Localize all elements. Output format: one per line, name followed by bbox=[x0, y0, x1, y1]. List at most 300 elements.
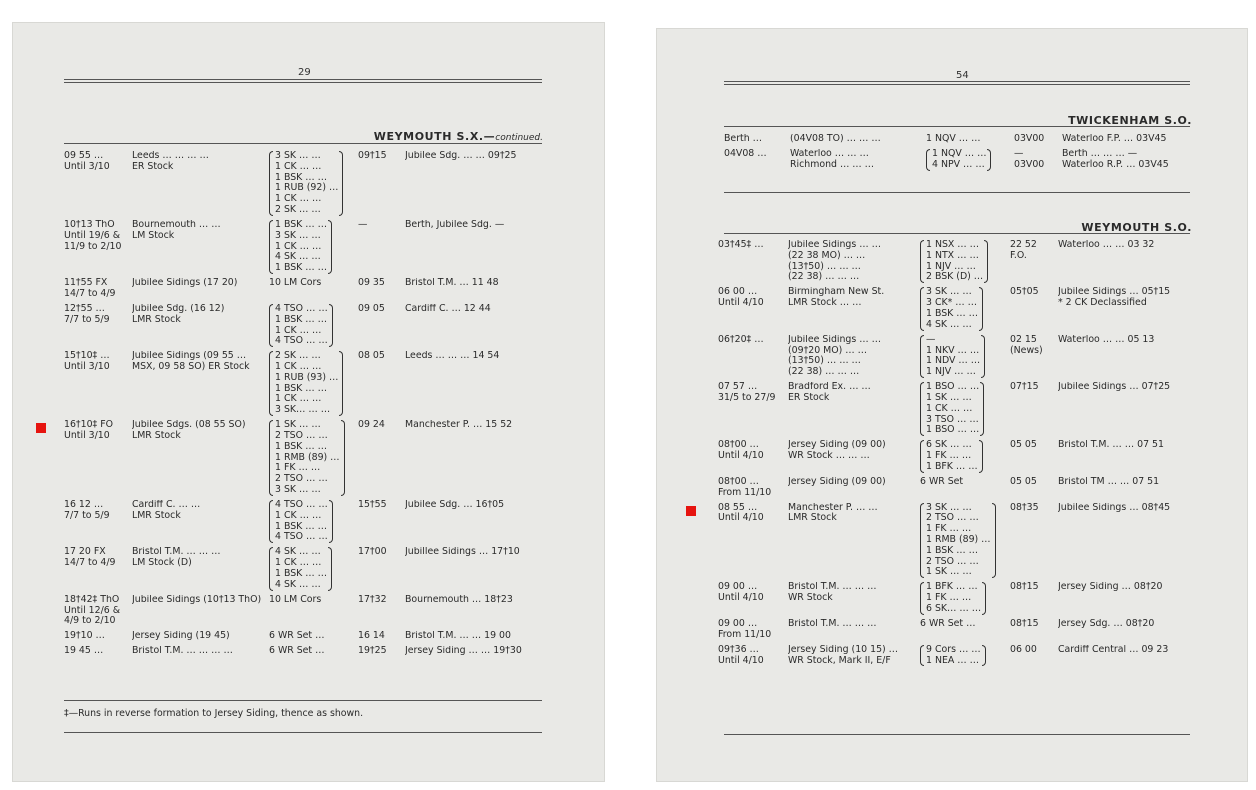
stock-cell-line: 6 WR Set … bbox=[269, 631, 325, 642]
from-cell bbox=[790, 149, 926, 171]
stock-cell-line: 3 SK … … bbox=[926, 502, 972, 513]
destination-cell bbox=[405, 304, 545, 315]
stock-cell-line: 1 NSX … … bbox=[926, 240, 980, 250]
depart-cell bbox=[358, 631, 405, 642]
from-cell-line: Bristol T.M. … … … bbox=[132, 547, 221, 558]
stock-cell-line: 1 SK … … bbox=[926, 391, 972, 403]
depart-cell-line: 08†15 bbox=[1010, 582, 1039, 593]
stock-cell bbox=[926, 134, 1014, 145]
depart-cell-line: 09 05 bbox=[358, 303, 385, 314]
from-cell bbox=[788, 582, 920, 604]
depart-cell bbox=[1010, 477, 1058, 488]
table-row bbox=[64, 351, 545, 416]
time-cell-line: 17 20 FX bbox=[64, 547, 106, 558]
stock-cell-line: 1 CK … … bbox=[275, 160, 322, 172]
time-cell-line: From 11/10 bbox=[718, 628, 772, 640]
bracket-left bbox=[269, 220, 273, 274]
section-end-rule bbox=[724, 192, 1190, 193]
destination-cell bbox=[1058, 335, 1190, 346]
bracket-left bbox=[920, 440, 924, 472]
stock-cell-line: 1 BSK … … bbox=[275, 520, 328, 532]
footnote-rule bbox=[64, 700, 542, 701]
stock-cell bbox=[920, 503, 1010, 579]
table-row bbox=[724, 149, 1192, 171]
from-cell bbox=[788, 240, 920, 283]
destination-cell-line: Jubilee Sidings … 07†25 bbox=[1058, 382, 1171, 393]
stock-cell-line: 3 SK … … bbox=[275, 484, 321, 496]
footnote: ‡—Runs in reverse formation to Jersey Siding, thence as shown. bbox=[64, 708, 364, 719]
bracket-right bbox=[992, 503, 996, 579]
stock-cell-line: 1 SK … … bbox=[275, 420, 321, 431]
section-title-twickenham: TWICKENHAM S.O. bbox=[1068, 114, 1192, 127]
time-cell bbox=[718, 240, 788, 251]
stock-cell-line: 2 SK … … bbox=[275, 351, 321, 362]
from-cell-line: Jubilee Sidings … … bbox=[788, 334, 881, 345]
timetable-rows bbox=[64, 151, 545, 661]
time-cell-line: Berth … bbox=[724, 134, 763, 144]
bracket-left bbox=[920, 382, 924, 436]
bracket-right bbox=[329, 500, 333, 543]
time-cell-line: Until 3/10 bbox=[64, 160, 110, 172]
bracket-right bbox=[329, 304, 333, 347]
destination-cell bbox=[405, 151, 545, 162]
time-cell bbox=[64, 547, 132, 569]
time-cell-line: 19†10 … bbox=[64, 631, 105, 642]
time-cell-line: 08†00 … bbox=[718, 440, 759, 451]
bracket-left bbox=[269, 151, 273, 216]
destination-cell bbox=[405, 631, 545, 642]
from-cell bbox=[132, 220, 269, 242]
table-row bbox=[718, 477, 1190, 499]
bracket-left bbox=[269, 547, 273, 590]
destination-cell bbox=[1058, 382, 1190, 393]
from-cell-line: Bradford Ex. … … bbox=[788, 382, 871, 393]
destination-cell bbox=[1058, 582, 1190, 593]
destination-cell bbox=[405, 595, 545, 606]
time-cell-line: 16 12 … bbox=[64, 500, 104, 511]
stock-cell bbox=[920, 645, 1010, 667]
time-cell-line: 03†45‡ … bbox=[718, 240, 764, 250]
destination-cell bbox=[1058, 240, 1190, 251]
from-cell-line: Jersey Siding (10 15) … bbox=[788, 644, 899, 655]
table-row bbox=[64, 151, 545, 216]
destination-cell bbox=[405, 351, 545, 362]
from-cell-line: Jersey Siding (19 45) bbox=[132, 631, 230, 642]
destination-cell-line: Bristol T.M. … … 19 00 bbox=[405, 631, 511, 642]
section-title-text: WEYMOUTH S.X.— bbox=[373, 130, 496, 143]
from-cell-line: Jubilee Sdgs. (08 55 SO) bbox=[132, 420, 246, 431]
stock-cell bbox=[920, 335, 1010, 378]
table-row bbox=[718, 619, 1190, 641]
depart-cell bbox=[1010, 382, 1058, 393]
destination-cell bbox=[1062, 149, 1192, 171]
stock-cell-line: 1 RUB (93) … bbox=[275, 371, 339, 383]
right-page bbox=[656, 28, 1248, 782]
section-rule bbox=[724, 233, 1190, 234]
depart-cell-line: 03V00 bbox=[1014, 134, 1045, 144]
stock-cell-line: 6 SK… … … bbox=[926, 603, 982, 615]
time-cell bbox=[718, 335, 788, 346]
depart-cell-line: — bbox=[1014, 148, 1024, 159]
stock-cell-line: 1 BSK … … bbox=[275, 313, 328, 325]
table-row bbox=[718, 503, 1190, 579]
section-title-weymouth: WEYMOUTH S.O. bbox=[1081, 221, 1192, 234]
stock-cell-line: 1 BSK … … bbox=[926, 544, 979, 556]
time-cell-line: Until 4/10 bbox=[718, 297, 764, 309]
section-rule bbox=[64, 143, 542, 144]
table-row bbox=[64, 500, 545, 543]
destination-cell-line: Leeds … … … 14 54 bbox=[405, 351, 500, 362]
from-cell-line: Bristol T.M. … … … bbox=[788, 619, 877, 629]
stock-cell-line: 2 TSO … … bbox=[275, 430, 328, 442]
time-cell-line: 12†55 … bbox=[64, 303, 105, 314]
depart-cell-line: 07†15 bbox=[1010, 382, 1039, 393]
depart-cell-line: 15†55 bbox=[358, 500, 387, 511]
bracket-right bbox=[987, 149, 991, 171]
stock-cell bbox=[269, 420, 358, 496]
time-cell-line: 04V08 … bbox=[724, 148, 767, 159]
bracket-left bbox=[920, 287, 924, 330]
stock-cell-line: 4 SK … … bbox=[275, 578, 321, 590]
stock-cell bbox=[269, 646, 358, 657]
from-cell-line: (22 38 MO) … … bbox=[788, 249, 866, 261]
depart-cell bbox=[358, 500, 405, 511]
stock-cell-line: 1 NJV … … bbox=[926, 260, 976, 272]
stock-cell-line: 4 TSO … … bbox=[275, 531, 328, 543]
from-cell bbox=[132, 547, 269, 569]
stock-cell-line: 3 SK… … … bbox=[275, 404, 331, 416]
from-cell-line: Waterloo … … … bbox=[790, 148, 869, 159]
destination-cell bbox=[1058, 503, 1190, 514]
from-cell-line: WR Stock, Mark II, E/F bbox=[788, 654, 891, 666]
depart-cell-line: 08†15 bbox=[1010, 619, 1039, 629]
from-cell bbox=[132, 595, 269, 606]
depart-cell-line: 09 35 bbox=[358, 278, 385, 289]
time-cell-line: 06 00 … bbox=[718, 287, 758, 298]
stock-cell-line: 6 WR Set … bbox=[920, 619, 976, 629]
table-row bbox=[718, 645, 1190, 667]
destination-cell bbox=[405, 500, 545, 511]
stock-cell bbox=[269, 631, 358, 642]
depart-cell-line: 16 14 bbox=[358, 631, 385, 642]
from-cell-line: LM Stock bbox=[132, 229, 175, 241]
from-cell-line: Bristol T.M. … … … … bbox=[132, 646, 233, 657]
destination-cell bbox=[1058, 619, 1190, 630]
stock-cell-line: 1 CK … … bbox=[275, 240, 322, 252]
stock-cell-line: 3 CK* … … bbox=[926, 297, 978, 309]
left-page bbox=[12, 22, 605, 782]
depart-cell bbox=[358, 351, 405, 362]
table-row bbox=[64, 278, 545, 300]
from-cell-line: Jersey Siding (09 00) bbox=[788, 476, 886, 487]
time-cell bbox=[64, 220, 132, 252]
destination-cell bbox=[405, 547, 545, 558]
stock-cell bbox=[920, 287, 1010, 330]
stock-cell-line: 1 BSK … … bbox=[275, 262, 328, 274]
stock-cell bbox=[269, 595, 358, 606]
destination-cell bbox=[1058, 477, 1190, 488]
stock-cell-line: — bbox=[926, 334, 936, 345]
destination-cell-line: Jersey Siding … … 19†30 bbox=[405, 646, 522, 657]
depart-cell bbox=[358, 151, 405, 162]
time-cell-line: 08†00 … bbox=[718, 476, 759, 487]
depart-cell bbox=[358, 595, 405, 606]
stock-cell-line: 10 LM Cors bbox=[269, 278, 322, 289]
stock-cell bbox=[920, 619, 1010, 630]
stock-cell-line: 4 TSO … … bbox=[275, 500, 328, 511]
time-cell-line: 06†20‡ … bbox=[718, 334, 764, 345]
from-cell bbox=[790, 134, 926, 145]
depart-cell bbox=[1010, 582, 1058, 593]
stock-cell-line: 6 WR Set … bbox=[269, 646, 325, 657]
stock-cell-line: 1 RMB (89) … bbox=[926, 534, 991, 546]
depart-cell bbox=[358, 420, 405, 431]
destination-cell-line: Waterloo R.P. … 03V45 bbox=[1062, 158, 1169, 170]
stock-cell bbox=[920, 240, 1010, 283]
stock-cell bbox=[926, 149, 1014, 171]
destination-cell-line: Jubilee Sidings … 05†15 bbox=[1058, 287, 1171, 298]
time-cell-line: 09 00 … bbox=[718, 582, 758, 593]
destination-cell-line: Bristol TM … … 07 51 bbox=[1058, 476, 1160, 487]
destination-cell bbox=[1058, 287, 1190, 309]
from-cell bbox=[788, 503, 920, 525]
destination-cell-line: Bournemouth … 18†23 bbox=[405, 594, 513, 605]
stock-cell-line: 4 SK … … bbox=[926, 318, 972, 330]
bracket-left bbox=[920, 240, 924, 283]
stock-cell-line: 1 RMB (89) … bbox=[275, 451, 340, 463]
timetable-rows-weymouth bbox=[718, 240, 1190, 671]
table-row bbox=[64, 595, 545, 627]
from-cell bbox=[788, 335, 920, 378]
depart-cell-line: 05 05 bbox=[1010, 476, 1037, 487]
depart-cell bbox=[1010, 335, 1058, 357]
depart-cell-line: 05 05 bbox=[1010, 440, 1037, 451]
time-cell-line: 09 55 … bbox=[64, 151, 104, 161]
stock-cell-line: 1 CK … … bbox=[275, 393, 322, 405]
bracket-left bbox=[269, 500, 273, 543]
bracket-right bbox=[979, 440, 983, 472]
stock-cell bbox=[269, 220, 358, 274]
page-number: 29 bbox=[298, 67, 311, 78]
from-cell-line: MSX, 09 58 SO) ER Stock bbox=[132, 361, 250, 373]
from-cell-line: Jubilee Sidings (09 55 … bbox=[132, 351, 247, 362]
stock-cell-line: 1 BFK … … bbox=[926, 582, 978, 593]
time-cell-line: 09 00 … bbox=[718, 619, 758, 629]
time-cell-line: Until 4/10 bbox=[718, 654, 764, 666]
time-cell-line: 31/5 to 27/9 bbox=[718, 391, 776, 403]
from-cell-line: Leeds … … … … bbox=[132, 151, 209, 161]
destination-cell-line: Jubillee Sidings … 17†10 bbox=[405, 547, 520, 558]
table-row bbox=[718, 582, 1190, 614]
stock-cell-line: 3 SK … … bbox=[275, 151, 321, 161]
time-cell-line: Until 4/10 bbox=[718, 592, 764, 604]
from-cell bbox=[132, 304, 269, 326]
time-cell-line: Until 3/10 bbox=[64, 361, 110, 373]
table-row bbox=[64, 304, 545, 347]
depart-cell bbox=[1010, 240, 1058, 262]
depart-cell bbox=[1010, 645, 1058, 656]
depart-cell-line: 22 52 bbox=[1010, 240, 1037, 250]
table-row bbox=[718, 335, 1190, 378]
stock-cell-line: 1 CK … … bbox=[926, 402, 973, 414]
depart-cell-line: (News) bbox=[1010, 344, 1043, 356]
destination-cell bbox=[1058, 645, 1190, 656]
stock-cell-line: 1 BSK … … bbox=[275, 440, 328, 452]
table-row bbox=[64, 646, 545, 657]
bottom-rule bbox=[64, 732, 542, 733]
time-cell bbox=[718, 287, 788, 309]
bracket-left bbox=[920, 335, 924, 378]
depart-cell-line: 06 00 bbox=[1010, 644, 1037, 655]
destination-cell-line: Waterloo F.P. … 03V45 bbox=[1062, 134, 1167, 144]
from-cell-line: (04V08 TO) … … … bbox=[790, 134, 881, 144]
from-cell-line: LMR Stock bbox=[132, 430, 181, 442]
stock-cell-line: 1 NDV … … bbox=[926, 355, 981, 367]
time-cell bbox=[718, 645, 788, 667]
time-cell bbox=[718, 582, 788, 604]
bracket-left bbox=[269, 304, 273, 347]
time-cell-line: 14/7 to 4/9 bbox=[64, 287, 116, 299]
from-cell-line: LMR Stock bbox=[788, 512, 837, 524]
bracket-left bbox=[920, 582, 924, 614]
time-cell bbox=[64, 304, 132, 326]
stock-cell-line: 1 NQV … … bbox=[926, 134, 981, 144]
stock-cell-line: 1 BSO … … bbox=[926, 424, 980, 436]
from-cell-line: Cardiff C. … … bbox=[132, 500, 201, 511]
depart-cell bbox=[358, 646, 405, 657]
from-cell-line: Jubilee Sidings (17 20) bbox=[132, 278, 238, 289]
time-cell bbox=[718, 503, 788, 525]
page-number: 54 bbox=[956, 70, 969, 81]
time-cell bbox=[718, 619, 788, 641]
bracket-left bbox=[920, 645, 924, 667]
destination-cell-line: Cardiff Central … 09 23 bbox=[1058, 644, 1169, 655]
time-cell-line: Until 19/6 & bbox=[64, 229, 121, 241]
stock-cell-line: 1 BFK … … bbox=[926, 460, 978, 472]
depart-cell-line: F.O. bbox=[1010, 249, 1027, 261]
time-cell bbox=[64, 420, 132, 442]
from-cell-line: WR Stock bbox=[788, 592, 833, 604]
stock-cell-line: 1 BSK … … bbox=[275, 219, 328, 230]
time-cell-line: Until 12/6 & bbox=[64, 604, 121, 616]
time-cell bbox=[64, 351, 132, 373]
table-row bbox=[718, 240, 1190, 283]
timetable-rows-twickenham bbox=[724, 134, 1192, 175]
bracket-right bbox=[980, 382, 984, 436]
stock-cell-line: 4 TSO … … bbox=[275, 335, 328, 347]
stock-cell-line: 3 TSO … … bbox=[926, 413, 979, 425]
stock-cell-line: 1 SK … … bbox=[926, 566, 972, 578]
bracket-left bbox=[269, 420, 273, 496]
time-cell bbox=[718, 477, 788, 499]
time-cell-line: 10†13 ThO bbox=[64, 219, 115, 230]
from-cell-line: (22 38) … … … bbox=[788, 271, 860, 283]
stock-cell-line: 3 SK … … bbox=[275, 229, 321, 241]
from-cell-line: ER Stock bbox=[788, 391, 830, 403]
stock-cell-line: 1 CK … … bbox=[275, 509, 322, 521]
from-cell bbox=[132, 646, 269, 657]
from-cell-line: Manchester P. … … bbox=[788, 502, 878, 513]
bracket-right bbox=[982, 645, 986, 667]
header-rule bbox=[724, 84, 1190, 85]
from-cell-line: LMR Stock … … bbox=[788, 297, 862, 309]
stock-cell-line: 6 SK … … bbox=[926, 440, 972, 451]
time-cell-line: 08 55 … bbox=[718, 502, 758, 513]
depart-cell bbox=[358, 547, 405, 558]
depart-cell-line: 09 24 bbox=[358, 420, 385, 431]
time-cell-line: 18†42‡ ThO bbox=[64, 594, 120, 605]
stock-cell-line: 1 NJV … … bbox=[926, 366, 976, 378]
destination-cell-line: Bristol T.M. … 11 48 bbox=[405, 278, 499, 289]
stock-cell-line: 1 BSK … … bbox=[275, 568, 328, 579]
depart-cell-line: 03V00 bbox=[1014, 158, 1045, 170]
depart-cell bbox=[358, 304, 405, 315]
depart-cell-line: 09†15 bbox=[358, 151, 387, 161]
time-cell bbox=[718, 382, 788, 404]
stock-cell bbox=[269, 500, 358, 543]
from-cell-line: LMR Stock bbox=[132, 509, 181, 521]
section-title bbox=[374, 130, 543, 143]
red-marker bbox=[686, 506, 696, 516]
bracket-right bbox=[981, 335, 985, 378]
stock-cell-line: 1 FK … … bbox=[926, 592, 972, 604]
from-cell-line: (13†50) … … … bbox=[788, 260, 861, 272]
stock-cell bbox=[920, 382, 1010, 436]
depart-cell-line: 19†25 bbox=[358, 646, 387, 657]
from-cell-line: Jubilee Sdg. (16 12) bbox=[132, 303, 225, 314]
stock-cell-line: 10 LM Cors bbox=[269, 594, 322, 605]
stock-cell-line: 1 NQV … … bbox=[932, 148, 987, 159]
bracket-right bbox=[339, 151, 343, 216]
stock-cell bbox=[920, 440, 1010, 472]
stock-cell-line: 9 Cors … … bbox=[926, 644, 981, 655]
depart-cell-line: 17†32 bbox=[358, 594, 387, 605]
stock-cell bbox=[920, 477, 1010, 488]
time-cell-line: 07 57 … bbox=[718, 382, 758, 393]
bracket-left bbox=[920, 503, 924, 579]
time-cell bbox=[724, 149, 790, 160]
destination-cell bbox=[405, 278, 545, 289]
depart-cell-line: 08 05 bbox=[358, 351, 385, 362]
stock-cell bbox=[269, 351, 358, 416]
stock-cell-line: 1 BSK … … bbox=[926, 307, 979, 319]
stock-cell-line: 1 FK … … bbox=[275, 462, 321, 474]
bracket-right bbox=[982, 582, 986, 614]
depart-cell bbox=[358, 278, 405, 289]
time-cell bbox=[64, 500, 132, 522]
stock-cell-line: 1 BSK … … bbox=[275, 171, 328, 183]
time-cell-line: Until 4/10 bbox=[718, 450, 764, 462]
stock-cell-line: 4 TSO … … bbox=[275, 303, 328, 314]
time-cell-line: Until 4/10 bbox=[718, 512, 764, 524]
from-cell-line: LMR Stock bbox=[132, 313, 181, 325]
destination-cell bbox=[405, 220, 545, 231]
from-cell bbox=[132, 151, 269, 173]
destination-cell-line: Jubilee Sdg. … 16†05 bbox=[405, 500, 505, 511]
destination-cell-line: Berth, Jubilee Sdg. — bbox=[405, 219, 505, 230]
stock-cell-line: 6 WR Set bbox=[920, 476, 964, 487]
header-rule bbox=[64, 79, 542, 80]
from-cell bbox=[788, 477, 920, 488]
time-cell-line: From 11/10 bbox=[718, 486, 772, 498]
depart-cell bbox=[1010, 503, 1058, 514]
from-cell-line: Richmond … … … bbox=[790, 158, 875, 170]
from-cell bbox=[788, 382, 920, 404]
from-cell-line: Jersey Siding (09 00) bbox=[788, 440, 886, 451]
stock-cell-line: 4 SK … … bbox=[275, 251, 321, 263]
bracket-right bbox=[328, 547, 332, 590]
time-cell-line: Until 3/10 bbox=[64, 430, 110, 442]
